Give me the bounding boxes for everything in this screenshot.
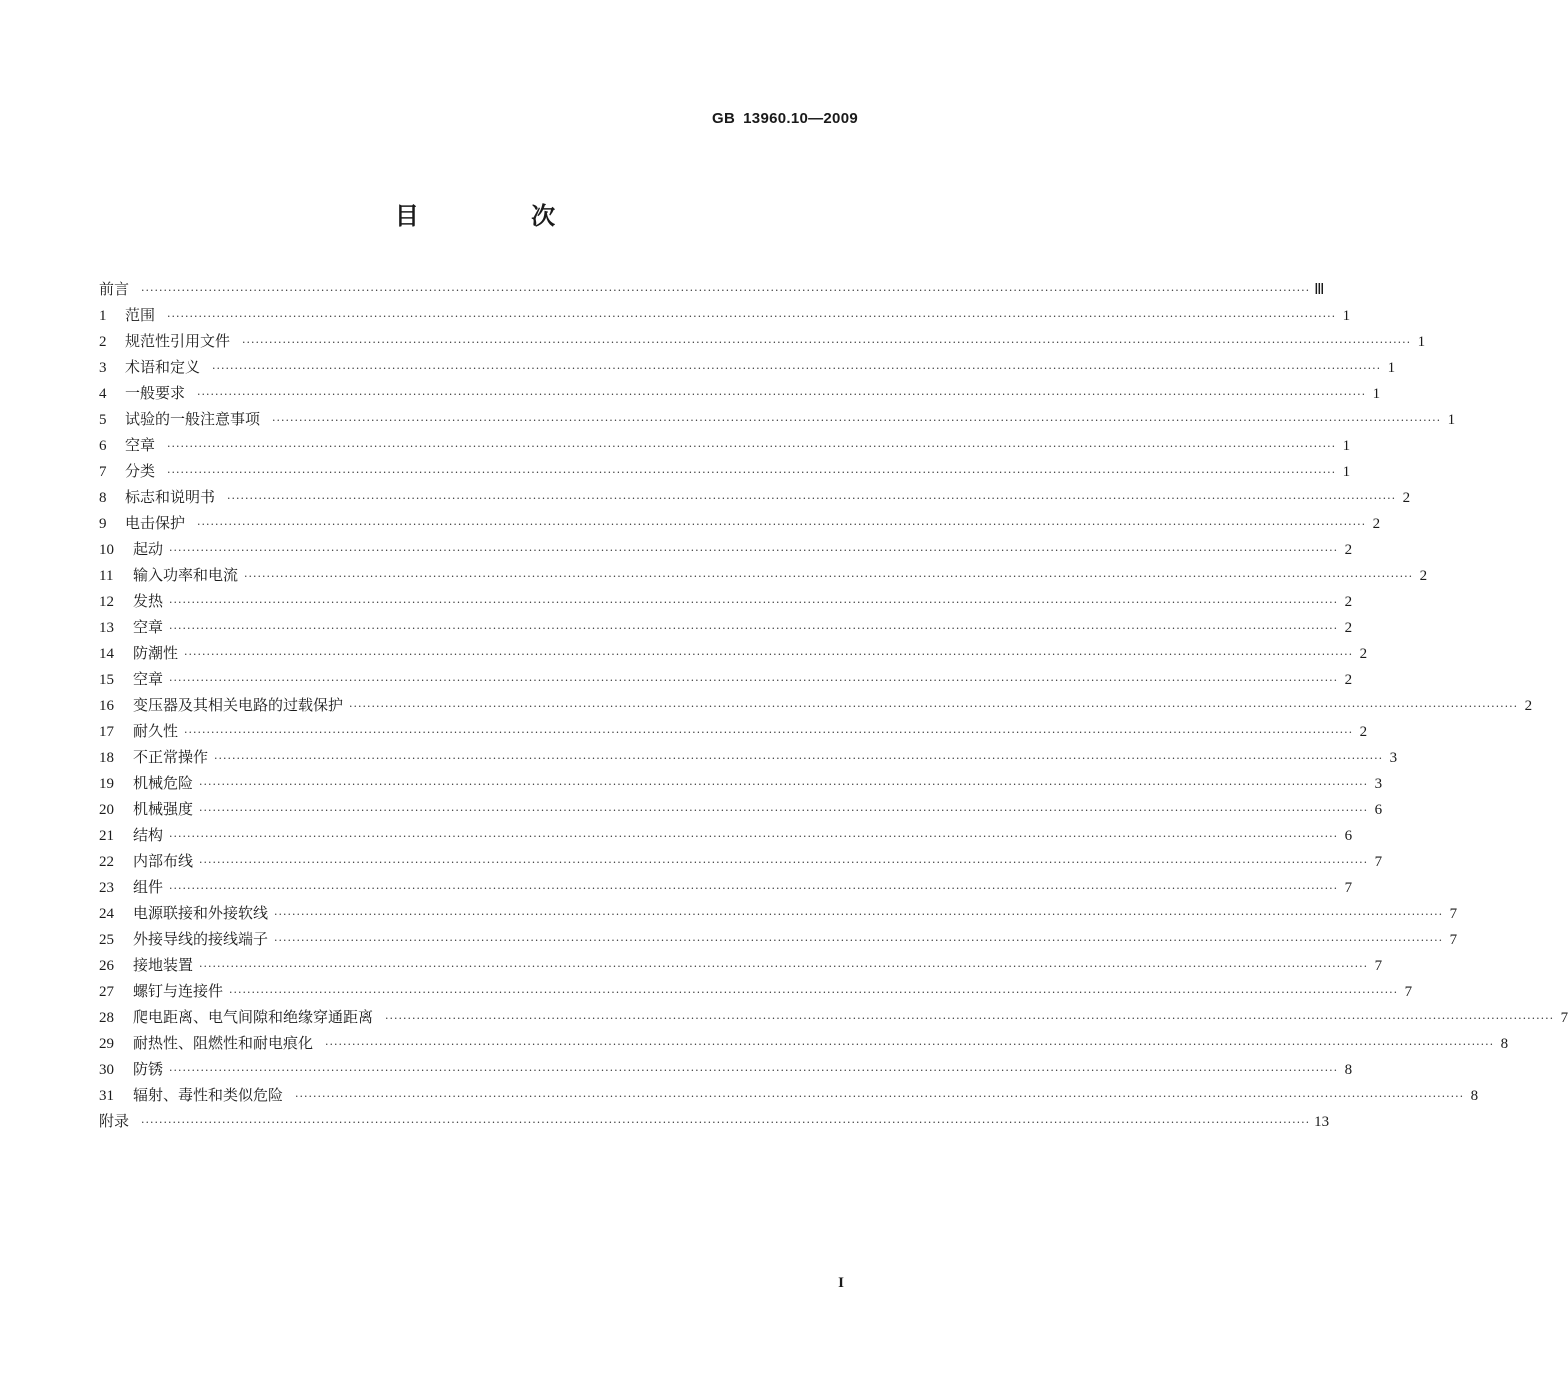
toc-entry-page: 7 (1344, 880, 1353, 896)
toc-entry-label: 试验的一般注意事项 (125, 410, 261, 428)
dot-leader: ···································································································································································································································································· (274, 908, 1444, 921)
toc-entry-page: 2 (1372, 516, 1381, 532)
toc-entry-number: 26 (99, 958, 114, 974)
standard-number: 13960.10—2009 (743, 110, 858, 127)
toc-entry-number: 8 (99, 490, 107, 506)
toc-entry-label: 术语和定义 (125, 358, 201, 376)
toc-entry-page: 6 (1344, 828, 1353, 844)
toc-entry[interactable] (99, 1030, 1509, 1056)
toc-entry-number: 14 (99, 646, 114, 662)
toc-entry-page: 1 (1342, 308, 1351, 324)
dot-leader: ···································································································································································································································································· (169, 544, 1339, 557)
toc-entry-page: 13 (1314, 1114, 1330, 1130)
dot-leader: ···································································································································································································································································· (212, 362, 1382, 375)
toc-entry[interactable] (99, 796, 1383, 822)
toc-entry[interactable] (99, 432, 1351, 458)
dot-leader: ···································································································································································································································································· (197, 518, 1367, 531)
toc-entry-page: 7 (1449, 932, 1458, 948)
toc-entry-number: 24 (99, 906, 114, 922)
toc-entry-page: 8 (1470, 1088, 1479, 1104)
toc-entry[interactable] (99, 926, 1458, 952)
toc-entry-label: 外接导线的接线端子 (133, 930, 269, 948)
dot-leader: ···································································································································································································································································· (229, 986, 1399, 999)
toc-entry-number: 17 (99, 724, 114, 740)
toc-entry[interactable] (99, 692, 1533, 718)
toc-entry[interactable] (99, 718, 1368, 744)
toc-entry-label: 前言 (99, 280, 130, 298)
toc-entry-label: 输入功率和电流 (133, 566, 239, 584)
toc-entry-label: 组件 (133, 878, 164, 896)
dot-leader: ···································································································································································································································································· (184, 648, 1354, 661)
toc-entry[interactable] (99, 744, 1398, 770)
toc-entry-page: Ⅲ (1314, 282, 1325, 298)
toc-entry-label: 接地装置 (133, 956, 194, 974)
dot-leader: ···································································································································································································································································· (184, 726, 1354, 739)
toc-entry-page: 2 (1419, 568, 1428, 584)
dot-leader: ···································································································································································································································································· (385, 1012, 1555, 1025)
page-title: 目 次 (394, 202, 608, 230)
toc-entry-page: 7 (1560, 1010, 1568, 1026)
dot-leader: ···································································································································································································································································· (349, 700, 1519, 713)
toc-entry-number: 23 (99, 880, 114, 896)
dot-leader: ···································································································································································································································································· (167, 466, 1337, 479)
dot-leader: ···································································································································································································································································· (169, 830, 1339, 843)
toc-entry-label: 规范性引用文件 (125, 332, 231, 350)
dot-leader: ···································································································································································································································································· (141, 1116, 1311, 1129)
dot-leader: ···································································································································································································································································· (169, 622, 1339, 635)
toc-entry-label: 范围 (125, 306, 156, 324)
dot-leader: ···································································································································································································································································· (272, 414, 1442, 427)
toc-entry-number: 9 (99, 516, 107, 532)
toc-entry[interactable] (99, 484, 1411, 510)
toc-entry-label: 电击保护 (125, 514, 186, 532)
toc-entry[interactable] (99, 822, 1353, 848)
toc-entry-page: 2 (1344, 542, 1353, 558)
toc-entry-page: 7 (1374, 958, 1383, 974)
toc-entry-page: 1 (1342, 464, 1351, 480)
toc-entry-page: 7 (1404, 984, 1413, 1000)
standard-code (712, 110, 858, 127)
dot-leader: ···································································································································································································································································· (295, 1090, 1465, 1103)
dot-leader: ···································································································································································································································································· (169, 1064, 1339, 1077)
toc-entry-page: 2 (1524, 698, 1533, 714)
toc-entry-label: 标志和说明书 (125, 488, 216, 506)
toc-entry[interactable] (99, 978, 1413, 1004)
toc-entry[interactable] (99, 562, 1428, 588)
dot-leader: ···································································································································································································································································· (199, 856, 1369, 869)
toc-entry[interactable] (99, 536, 1353, 562)
toc-entry-number: 3 (99, 360, 107, 376)
toc-entry-label: 机械危险 (133, 774, 194, 792)
toc-entry-number: 21 (99, 828, 114, 844)
toc-entry[interactable] (99, 1082, 1479, 1108)
toc-entry-number: 12 (99, 594, 114, 610)
dot-leader: ···································································································································································································································································· (325, 1038, 1495, 1051)
dot-leader: ···································································································································································································································································· (244, 570, 1414, 583)
toc-entry-label: 发热 (133, 592, 164, 610)
toc-entry[interactable] (99, 952, 1383, 978)
toc-entry-number: 10 (99, 542, 114, 558)
toc-entry-number: 18 (99, 750, 114, 766)
table-of-contents (99, 276, 1568, 1134)
dot-leader: ···································································································································································································································································· (141, 284, 1311, 297)
toc-entry-number: 2 (99, 334, 107, 350)
toc-entry-page: 2 (1344, 672, 1353, 688)
toc-entry[interactable] (99, 874, 1353, 900)
toc-entry[interactable] (99, 614, 1353, 640)
toc-entry[interactable] (99, 848, 1383, 874)
toc-entry[interactable] (99, 354, 1396, 380)
toc-entry[interactable] (99, 458, 1351, 484)
toc-entry-label: 防潮性 (133, 644, 179, 662)
toc-entry-label: 空章 (133, 618, 164, 636)
toc-entry[interactable] (99, 302, 1351, 328)
toc-entry[interactable] (99, 510, 1381, 536)
toc-entry-label: 耐热性、阻燃性和耐电痕化 (133, 1034, 314, 1052)
toc-entry-label: 结构 (133, 826, 164, 844)
toc-entry-number: 28 (99, 1010, 114, 1026)
dot-leader: ···································································································································································································································································· (242, 336, 1412, 349)
dot-leader: ···································································································································································································································································· (169, 674, 1339, 687)
page-number: I (838, 1275, 844, 1291)
toc-entry-page: 3 (1374, 776, 1383, 792)
toc-entry-label: 防锈 (133, 1060, 164, 1078)
dot-leader: ···································································································································································································································································· (169, 882, 1339, 895)
toc-entry-page: 2 (1359, 724, 1368, 740)
dot-leader: ···································································································································································································································································· (214, 752, 1384, 765)
toc-entry[interactable] (99, 588, 1353, 614)
toc-entry[interactable] (99, 640, 1368, 666)
toc-entry-label: 辐射、毒性和类似危险 (133, 1086, 284, 1104)
toc-entry-page: 1 (1342, 438, 1351, 454)
dot-leader: ···································································································································································································································································· (227, 492, 1397, 505)
toc-entry-label: 螺钉与连接件 (133, 982, 224, 1000)
toc-entry[interactable] (99, 900, 1458, 926)
toc-entry-number: 25 (99, 932, 114, 948)
dot-leader: ···································································································································································································································································· (274, 934, 1444, 947)
toc-entry-page: 2 (1344, 594, 1353, 610)
dot-leader: ···································································································································································································································································· (167, 310, 1337, 323)
toc-entry-number: 7 (99, 464, 107, 480)
toc-entry[interactable] (99, 666, 1353, 692)
toc-entry[interactable] (99, 1004, 1568, 1030)
toc-entry-page: 2 (1359, 646, 1368, 662)
toc-entry-label: 附录 (99, 1112, 130, 1130)
toc-entry-label: 耐久性 (133, 722, 179, 740)
toc-entry-page: 7 (1374, 854, 1383, 870)
toc-entry-label: 起动 (133, 540, 164, 558)
toc-entry-label: 爬电距离、电气间隙和绝缘穿通距离 (133, 1008, 374, 1026)
toc-entry-page: 8 (1500, 1036, 1509, 1052)
toc-entry-page: 3 (1389, 750, 1398, 766)
toc-entry-page: 2 (1344, 620, 1353, 636)
toc-entry[interactable] (99, 1108, 1330, 1134)
dot-leader: ···································································································································································································································································· (169, 596, 1339, 609)
toc-entry-label: 分类 (125, 462, 156, 480)
toc-entry[interactable] (99, 1056, 1353, 1082)
dot-leader: ···································································································································································································································································· (199, 778, 1369, 791)
toc-entry-number: 13 (99, 620, 114, 636)
toc-entry-label: 电源联接和外接软线 (133, 904, 269, 922)
dot-leader: ···································································································································································································································································· (197, 388, 1367, 401)
toc-entry-page: 7 (1449, 906, 1458, 922)
toc-entry[interactable] (99, 276, 1325, 302)
toc-entry-number: 4 (99, 386, 107, 402)
toc-entry-number: 31 (99, 1088, 114, 1104)
toc-entry-number: 1 (99, 308, 107, 324)
toc-entry-number: 15 (99, 672, 114, 688)
toc-entry-label: 机械强度 (133, 800, 194, 818)
toc-entry-number: 27 (99, 984, 114, 1000)
toc-entry-page: 1 (1372, 386, 1381, 402)
toc-entry[interactable] (99, 770, 1383, 796)
dot-leader: ···································································································································································································································································· (167, 440, 1337, 453)
toc-entry-page: 6 (1374, 802, 1383, 818)
toc-entry[interactable] (99, 380, 1381, 406)
toc-entry-page: 1 (1447, 412, 1456, 428)
toc-entry-number: 19 (99, 776, 114, 792)
toc-entry-number: 6 (99, 438, 107, 454)
toc-entry[interactable] (99, 406, 1456, 432)
toc-entry-page: 1 (1417, 334, 1426, 350)
toc-entry-number: 30 (99, 1062, 114, 1078)
toc-entry-number: 22 (99, 854, 114, 870)
toc-entry-label: 空章 (125, 436, 156, 454)
toc-entry-number: 11 (99, 568, 114, 584)
toc-entry-label: 内部布线 (133, 852, 194, 870)
toc-entry-label: 一般要求 (125, 384, 186, 402)
toc-entry-page: 8 (1344, 1062, 1353, 1078)
toc-entry-label: 空章 (133, 670, 164, 688)
toc-entry-number: 29 (99, 1036, 114, 1052)
toc-entry[interactable] (99, 328, 1426, 354)
toc-entry-page: 2 (1402, 490, 1411, 506)
standard-prefix: GB (712, 110, 736, 127)
toc-entry-number: 16 (99, 698, 114, 714)
toc-entry-label: 不正常操作 (133, 748, 209, 766)
dot-leader: ···································································································································································································································································· (199, 804, 1369, 817)
toc-entry-number: 20 (99, 802, 114, 818)
toc-entry-page: 1 (1387, 360, 1396, 376)
toc-entry-number: 5 (99, 412, 107, 428)
toc-entry-label: 变压器及其相关电路的过载保护 (133, 696, 344, 714)
dot-leader: ···································································································································································································································································· (199, 960, 1369, 973)
